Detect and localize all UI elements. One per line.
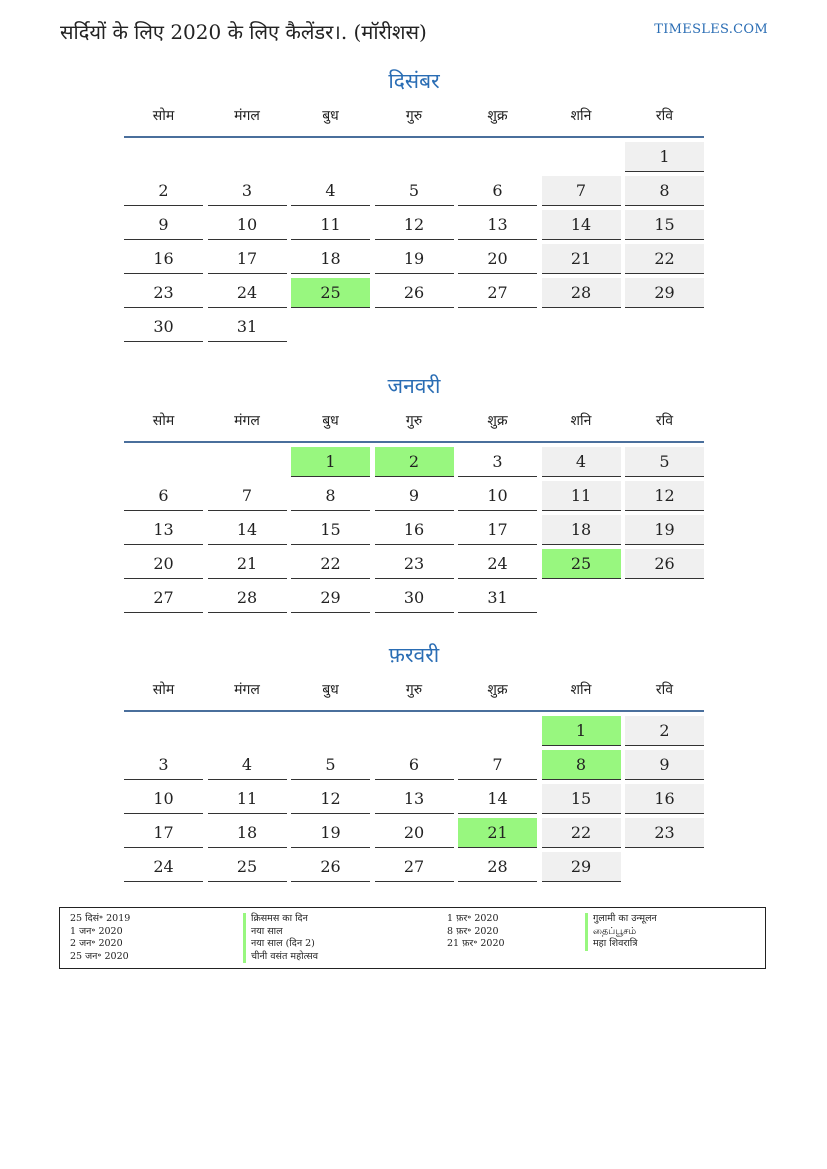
- day-cell: 13: [458, 210, 537, 240]
- day-cell: 12: [291, 784, 370, 814]
- empty-cell: [542, 142, 621, 172]
- day-cell: 17: [208, 244, 287, 274]
- day-cell: 21: [208, 549, 287, 579]
- day-cell: 19: [375, 244, 454, 274]
- day-cell: 2: [124, 176, 203, 206]
- legend-names-left: [243, 913, 318, 963]
- empty-cell: [291, 716, 370, 746]
- legend-dates-right: [447, 913, 505, 951]
- day-cell: 19: [625, 515, 704, 545]
- legend-date: 8 फ़र॰ 2020: [447, 925, 499, 937]
- weekday-label: सोम: [152, 108, 175, 124]
- empty-cell: [291, 142, 370, 172]
- day-cell: 5: [625, 447, 704, 477]
- day-cell: 29: [625, 278, 704, 308]
- weekday-label: शनि: [570, 108, 592, 124]
- day-cell: 14: [208, 515, 287, 545]
- holiday-day-cell: 8: [542, 750, 621, 780]
- day-cell: 4: [542, 447, 621, 477]
- day-grid: [124, 142, 704, 342]
- day-cell: 7: [458, 750, 537, 780]
- day-cell: 10: [458, 481, 537, 511]
- day-cell: 10: [124, 784, 203, 814]
- month-title: दिसंबर: [388, 69, 440, 93]
- holiday-legend: [59, 907, 766, 969]
- day-cell: 26: [625, 549, 704, 579]
- day-cell: 15: [625, 210, 704, 240]
- weekday-header: [124, 401, 704, 443]
- weekday-label: बुध: [322, 413, 339, 429]
- day-cell: 30: [375, 583, 454, 613]
- weekday-label: मंगल: [234, 108, 260, 124]
- weekday-label: मंगल: [234, 413, 260, 429]
- day-cell: 6: [124, 481, 203, 511]
- empty-cell: [208, 142, 287, 172]
- weekday-label: गुरु: [405, 108, 423, 124]
- day-cell: 9: [625, 750, 704, 780]
- day-cell: 28: [208, 583, 287, 613]
- day-cell: 13: [375, 784, 454, 814]
- day-cell: 28: [542, 278, 621, 308]
- day-cell: 24: [124, 852, 203, 882]
- legend-names-right: [585, 913, 657, 951]
- day-cell: 6: [375, 750, 454, 780]
- day-cell: 20: [458, 244, 537, 274]
- holiday-day-cell: 25: [291, 278, 370, 308]
- weekday-label: बुध: [322, 108, 339, 124]
- weekday-label: शुक्र: [487, 413, 508, 429]
- day-cell: 18: [208, 818, 287, 848]
- empty-cell: [375, 142, 454, 172]
- legend-holiday-name: தைப்பூசம்: [585, 926, 657, 939]
- legend-holiday-name: नया साल: [243, 926, 318, 939]
- day-cell: 17: [458, 515, 537, 545]
- day-cell: 12: [625, 481, 704, 511]
- weekday-label: रवि: [655, 413, 674, 429]
- empty-cell: [208, 447, 287, 477]
- weekday-label: शुक्र: [487, 108, 508, 124]
- legend-holiday-name: क्रिसमस का दिन: [243, 913, 318, 926]
- day-cell: 22: [542, 818, 621, 848]
- legend-date: 2 जन॰ 2020: [70, 938, 123, 949]
- weekday-label: सोम: [152, 682, 175, 698]
- weekday-label: बुध: [322, 682, 339, 698]
- day-cell: 23: [375, 549, 454, 579]
- day-cell: 31: [208, 312, 287, 342]
- day-cell: 16: [124, 244, 203, 274]
- day-cell: 13: [124, 515, 203, 545]
- holiday-day-cell: 25: [542, 549, 621, 579]
- weekday-label: गुरु: [405, 682, 423, 698]
- day-grid: [124, 447, 704, 613]
- day-cell: 23: [625, 818, 704, 848]
- day-cell: 14: [542, 210, 621, 240]
- legend-date: 1 जन॰ 2020: [70, 925, 123, 937]
- day-cell: 29: [291, 583, 370, 613]
- day-cell: 15: [291, 515, 370, 545]
- day-cell: 16: [375, 515, 454, 545]
- legend-date: 1 फ़र॰ 2020: [447, 913, 499, 924]
- day-cell: 3: [208, 176, 287, 206]
- brand-link[interactable]: TIMESLES.COM: [654, 22, 768, 37]
- day-cell: 31: [458, 583, 537, 613]
- weekday-header: [124, 670, 704, 712]
- weekday-header: [124, 96, 704, 138]
- day-cell: 21: [542, 244, 621, 274]
- empty-cell: [458, 716, 537, 746]
- day-cell: 9: [375, 481, 454, 511]
- legend-holiday-name: नया साल (दिन 2): [243, 938, 318, 951]
- holiday-day-cell: 21: [458, 818, 537, 848]
- day-cell: 7: [542, 176, 621, 206]
- day-cell: 12: [375, 210, 454, 240]
- weekday-label: रवि: [655, 108, 674, 124]
- legend-date: 25 दिसं॰ 2019: [70, 913, 131, 924]
- legend-date: 21 फ़र॰ 2020: [447, 938, 505, 949]
- day-cell: 14: [458, 784, 537, 814]
- empty-cell: [458, 142, 537, 172]
- legend-holiday-name: चीनी वसंत महोत्सव: [243, 951, 318, 964]
- weekday-label: मंगल: [234, 682, 260, 698]
- day-cell: 18: [291, 244, 370, 274]
- weekday-label: शनि: [570, 413, 592, 429]
- day-cell: 4: [291, 176, 370, 206]
- day-cell: 18: [542, 515, 621, 545]
- legend-holiday-name: महा शिवरात्रि: [585, 938, 657, 951]
- day-cell: 11: [542, 481, 621, 511]
- day-cell: 24: [208, 278, 287, 308]
- month-december: [124, 66, 704, 342]
- empty-cell: [124, 716, 203, 746]
- day-cell: 4: [208, 750, 287, 780]
- day-cell: 15: [542, 784, 621, 814]
- day-cell: 17: [124, 818, 203, 848]
- weekday-label: शुक्र: [487, 682, 508, 698]
- holiday-day-cell: 1: [542, 716, 621, 746]
- page-title: सर्दियों के लिए 2020 के लिए कैलेंडर।. (मॉरीशस): [60, 20, 427, 44]
- empty-cell: [208, 716, 287, 746]
- weekday-label: सोम: [152, 413, 175, 429]
- weekday-label: गुरु: [405, 413, 423, 429]
- legend-date: 25 जन॰ 2020: [70, 950, 129, 962]
- legend-holiday-name: गुलामी का उन्मूलन: [585, 913, 657, 926]
- day-cell: 3: [458, 447, 537, 477]
- day-cell: 1: [625, 142, 704, 172]
- day-cell: 27: [458, 278, 537, 308]
- day-cell: 20: [375, 818, 454, 848]
- day-cell: 5: [375, 176, 454, 206]
- empty-cell: [375, 716, 454, 746]
- day-cell: 8: [291, 481, 370, 511]
- day-cell: 2: [625, 716, 704, 746]
- empty-cell: [124, 142, 203, 172]
- month-february: [124, 640, 704, 882]
- day-cell: 10: [208, 210, 287, 240]
- day-cell: 25: [208, 852, 287, 882]
- holiday-day-cell: 1: [291, 447, 370, 477]
- day-cell: 29: [542, 852, 621, 882]
- day-cell: 11: [291, 210, 370, 240]
- day-cell: 3: [124, 750, 203, 780]
- day-cell: 7: [208, 481, 287, 511]
- day-cell: 16: [625, 784, 704, 814]
- day-cell: 26: [291, 852, 370, 882]
- day-grid: [124, 716, 704, 882]
- month-january: [124, 371, 704, 613]
- day-cell: 26: [375, 278, 454, 308]
- holiday-day-cell: 2: [375, 447, 454, 477]
- month-title: फ़रवरी: [388, 643, 440, 667]
- day-cell: 8: [625, 176, 704, 206]
- day-cell: 23: [124, 278, 203, 308]
- weekday-label: शनि: [570, 682, 592, 698]
- month-title: जनवरी: [387, 374, 441, 398]
- day-cell: 24: [458, 549, 537, 579]
- day-cell: 27: [375, 852, 454, 882]
- day-cell: 11: [208, 784, 287, 814]
- empty-cell: [124, 447, 203, 477]
- day-cell: 5: [291, 750, 370, 780]
- day-cell: 19: [291, 818, 370, 848]
- day-cell: 6: [458, 176, 537, 206]
- day-cell: 22: [291, 549, 370, 579]
- day-cell: 27: [124, 583, 203, 613]
- day-cell: 9: [124, 210, 203, 240]
- day-cell: 28: [458, 852, 537, 882]
- weekday-label: रवि: [655, 682, 674, 698]
- day-cell: 22: [625, 244, 704, 274]
- day-cell: 30: [124, 312, 203, 342]
- day-cell: 20: [124, 549, 203, 579]
- legend-dates-left: [70, 913, 130, 963]
